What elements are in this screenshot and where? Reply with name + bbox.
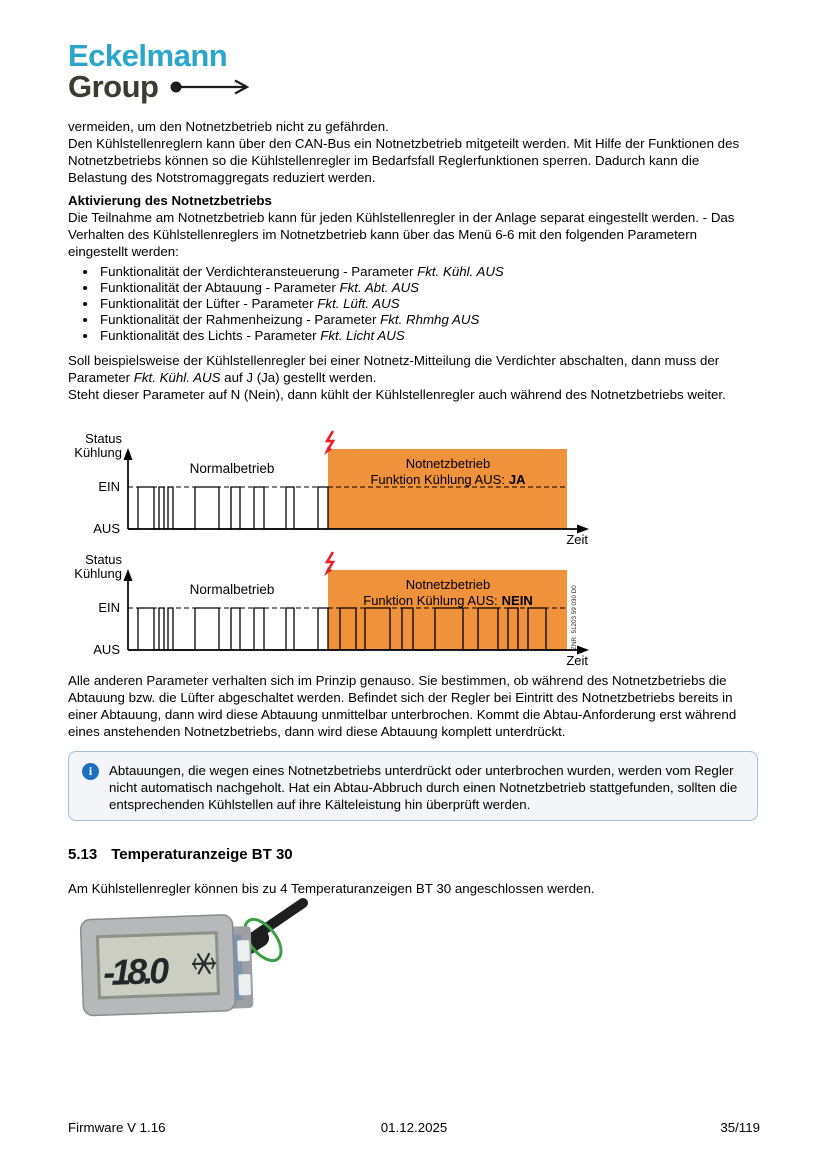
activation-paragraph: Die Teilnahme am Notnetzbetrieb kann für jeden Kühlstellenregler in der Anlage separat eingestellt werden. - Das Verhalten des Kühlstellenreglers im Notnetzbetrieb kann über das Menü 6-6 mit den folgenden Parametern eingestellt werden: <box>68 210 735 259</box>
timing-diagram-kuehlung-ja <box>70 430 600 549</box>
bullet-text: Funktionalität der Verdichteransteuerung - Parameter <box>100 264 418 279</box>
normalbetrieb-label: Normalbetrieb <box>189 582 275 597</box>
list-item <box>98 328 790 344</box>
parameter-list <box>68 264 790 344</box>
y-axis-label2: Kühlung <box>74 445 122 460</box>
aus-label: AUS <box>93 521 120 536</box>
funktion-text: Funktion Kühlung AUS: <box>370 472 505 487</box>
note-text: Abtauungen, die wegen eines Notnetzbetriebs unterdrückt oder unterbrochen wurden, werden vom Regler nicht automatisch nachgeholt. Hat ein Abtau-Abbruch durch einen Notnetzbetrieb stattgefunden, sollten die entsprechenden Kühlstellen auf ihre Kälteleistung hin überprüft werden. <box>109 763 738 812</box>
funktion-value: JA <box>508 472 526 487</box>
section-heading <box>68 846 760 863</box>
bezel-group <box>80 914 253 1016</box>
bullet-text: Funktionalität der Abtauung - Parameter <box>100 280 340 295</box>
footer-page-number: 35/119 <box>720 1120 760 1135</box>
bullet-text: Funktionalität der Lüfter - Parameter <box>100 296 318 311</box>
section-number: 5.13 <box>68 846 98 863</box>
mounting-clip <box>237 940 250 961</box>
example-line2: Steht dieser Parameter auf N (Nein), dann kühlt der Kühlstellenregler auch während des Notnetzbetriebs weiter. <box>68 387 726 402</box>
page-footer <box>68 1119 760 1136</box>
intro-line1: vermeiden, um den Notnetzbetrieb nicht zu gefährden. <box>68 119 389 134</box>
timing-diagram-kuehlung-nein <box>70 551 600 670</box>
ein-label: EIN <box>98 479 120 494</box>
bt30-device-image <box>74 897 309 1025</box>
normalbetrieb-label: Normalbetrieb <box>189 461 275 476</box>
zeit-label: Zeit <box>566 532 588 547</box>
logo-arrow-icon <box>169 78 255 96</box>
parameter-name: Fkt. Kühl. AUS <box>417 264 504 279</box>
parameter-name: Fkt. Licht AUS <box>320 328 405 343</box>
footer-date: 01.12.2025 <box>380 1120 448 1135</box>
aus-label: AUS <box>93 642 120 657</box>
y-axis-arrow-icon <box>124 448 133 460</box>
activation-heading: Aktivierung des Notnetzbetriebs <box>68 193 272 208</box>
funktion-value: NEIN <box>501 593 533 608</box>
info-icon: i <box>82 763 99 780</box>
zeit-label: Zeit <box>566 653 588 668</box>
bullet-text: Funktionalität des Lichts - Parameter <box>100 328 321 343</box>
parameter-name: Fkt. Rhmhg AUS <box>380 312 480 327</box>
y-axis-label: Status <box>85 552 122 567</box>
list-item <box>98 296 790 312</box>
logo-line1: Eckelmann <box>68 38 228 73</box>
y-axis-label: Status <box>85 431 122 446</box>
list-item <box>98 312 790 328</box>
ein-label: EIN <box>98 600 120 615</box>
funktion-label <box>363 593 532 608</box>
logo-line2: Group <box>68 69 159 104</box>
notnetzbetrieb-label: Notnetzbetrieb <box>405 456 491 471</box>
y-axis-label2: Kühlung <box>74 566 122 581</box>
notnetzbetrieb-label: Notnetzbetrieb <box>405 577 491 592</box>
section-title: Temperaturanzeige BT 30 <box>111 846 293 863</box>
behavior-paragraph: Alle anderen Parameter verhalten sich im Prinzip genauso. Sie bestimmen, ob während des Notnetzbetriebs die Abtauung bzw. die Lüfter abgeschaltet werden. Befindet sich der Regler bei Eintritt des Notnetzbetriebs bereits in einer Abtauung, dann wird diese Abtauung unmittelbar unterbrochen. Kommt die Abtau-Anforderung erst während eines anstehenden Notnetzbetriebs, dann wird diese Abtauung komplett unterdrückt. <box>68 673 737 739</box>
example-seg1: Soll beispielsweise der Kühlstellenregler bei einer Notnetz-Mitteilung die Verdichter abschalten, dann muss der Parameter <box>68 353 720 385</box>
example-seg2: auf J (Ja) gestellt werden. <box>220 370 377 385</box>
funktion-label <box>370 472 526 487</box>
parameter-name: Fkt. Abt. AUS <box>339 280 420 295</box>
company-logo <box>68 40 255 102</box>
funktion-text: Funktion Kühlung AUS: <box>363 593 498 608</box>
intro-paragraph <box>68 118 760 186</box>
y-axis-arrow-icon <box>124 569 133 581</box>
temperature-value: -18.0 <box>102 949 166 994</box>
drawing-number: ZNR. 51203 59 030 D0 <box>571 585 578 650</box>
list-item <box>98 264 790 280</box>
list-item <box>98 280 790 296</box>
section-paragraph: Am Kühlstellenregler können bis zu 4 Temperaturanzeigen BT 30 angeschlossen werden. <box>68 881 595 896</box>
status-waveform <box>128 487 328 529</box>
footer-firmware: Firmware V 1.16 <box>68 1120 166 1135</box>
mounting-clip <box>238 974 251 995</box>
bullet-text: Funktionalität der Rahmenheizung - Parameter <box>100 312 381 327</box>
parameter-name: Fkt. Lüft. AUS <box>317 296 400 311</box>
intro-text: Den Kühlstellenreglern kann über den CAN-Bus ein Notnetzbetrieb mitgeteilt werden. Mit Hilfe der Funktionen des Notnetzbetriebs können so die Kühlstellenregler im Bedarfsfall Reglerfunktionen sperren. Dadurch kann die Belastung des Notstromaggregats reduziert werden. <box>68 136 740 185</box>
example-paragraph <box>68 352 760 403</box>
info-note-box <box>68 751 758 821</box>
parameter-name: Fkt. Kühl. AUS <box>133 370 221 385</box>
